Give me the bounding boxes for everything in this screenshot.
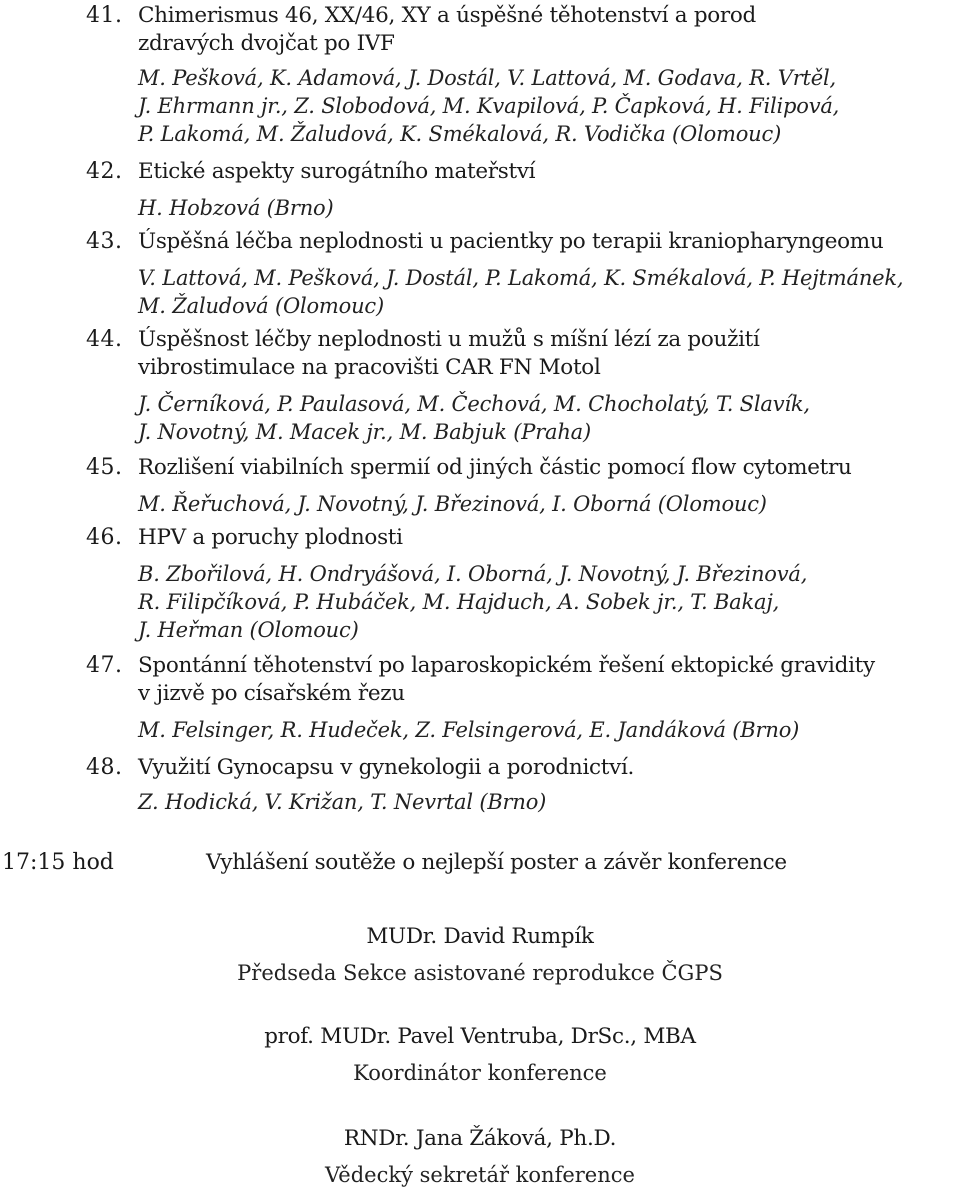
entry-title: Úspěšná léčba neplodnosti u pacientky po terapii kraniopharyngeomu bbox=[138, 229, 884, 254]
signature-role: Vědecký sekretář konference bbox=[325, 1163, 635, 1187]
closing-session bbox=[0, 846, 960, 880]
entry-title: Úspěšnost léčby neplodnosti u mužů s míšní lézí za použití vibrostimulace na pracovišti CAR FN Motol bbox=[138, 327, 760, 380]
session-time: 17:15 hod bbox=[2, 850, 114, 875]
entry-number: 45. bbox=[86, 455, 123, 480]
entry-number: 46. bbox=[86, 525, 123, 550]
entry-title: Využití Gynocapsu v gynekologii a porodnictví. bbox=[138, 755, 635, 780]
entry-authors: J. Černíková, P. Paulasová, M. Čechová, M. Chocholatý, T. Slavík, J. Novotný, M. Macek jr., M. Babjuk (Praha) bbox=[138, 392, 810, 444]
entry-number: 42. bbox=[86, 159, 123, 184]
entry-number: 47. bbox=[86, 653, 123, 678]
entry-number: 41. bbox=[86, 3, 123, 28]
entry-authors: H. Hobzová (Brno) bbox=[138, 196, 334, 220]
signature-coordinator bbox=[0, 1022, 960, 1088]
signature-name: RNDr. Jana Žáková, Ph.D. bbox=[343, 1126, 617, 1151]
signature-role: Předseda Sekce asistované reprodukce ČGPS bbox=[237, 961, 723, 985]
entry-authors: M. Felsinger, R. Hudeček, Z. Felsingerová, E. Jandáková (Brno) bbox=[138, 718, 800, 742]
entry-title: Etické aspekty surogátního mateřství bbox=[138, 159, 536, 184]
entry-title: Rozlišení viabilních spermií od jiných částic pomocí flow cytometru bbox=[138, 455, 852, 480]
entry-authors: Z. Hodická, V. Križan, T. Nevrtal (Brno) bbox=[138, 790, 547, 814]
entry-authors: B. Zbořilová, H. Ondryášová, I. Oborná, J. Novotný, J. Březinová, R. Filipčíková, P. Hubáček, M. Hajduch, A. Sobek jr., T. Bakaj, J. Heřman (Olomouc) bbox=[138, 562, 808, 642]
entry-title: HPV a poruchy plodnosti bbox=[138, 525, 403, 550]
entry-authors: V. Lattová, M. Pešková, J. Dostál, P. Lakomá, K. Smékalová, P. Hejtmánek, M. Žaludová (Olomouc) bbox=[138, 266, 904, 318]
signature-name: MUDr. David Rumpík bbox=[366, 924, 594, 949]
entry-authors: M. Pešková, K. Adamová, J. Dostál, V. Lattová, M. Godava, R. Vrtěl, J. Ehrmann jr., Z. Slobodová, M. Kvapilová, P. Čapková, H. Filipová, P. Lakomá, M. Žaludová, K. Smékalová, R. Vodička (Olomouc) bbox=[138, 66, 840, 146]
signature-name: prof. MUDr. Pavel Ventruba, DrSc., MBA bbox=[264, 1024, 696, 1049]
signature-secretary bbox=[0, 1124, 960, 1190]
entry-number: 48. bbox=[86, 755, 123, 780]
entry-authors: M. Řeřuchová, J. Novotný, J. Březinová, I. Oborná (Olomouc) bbox=[138, 492, 767, 516]
signature-chair bbox=[0, 922, 960, 988]
entry-number: 44. bbox=[86, 327, 123, 352]
session-title: Vyhlášení soutěže o nejlepší poster a závěr konference bbox=[206, 850, 787, 875]
entry-title: Spontánní těhotenství po laparoskopickém řešení ektopické gravidity v jizvě po císařském řezu bbox=[138, 653, 875, 706]
entry-title: Chimerismus 46, XX/46, XY a úspěšné těhotenství a porod zdravých dvojčat po IVF bbox=[138, 3, 757, 56]
entry-number: 43. bbox=[86, 229, 123, 254]
signature-role: Koordinátor konference bbox=[353, 1061, 607, 1085]
